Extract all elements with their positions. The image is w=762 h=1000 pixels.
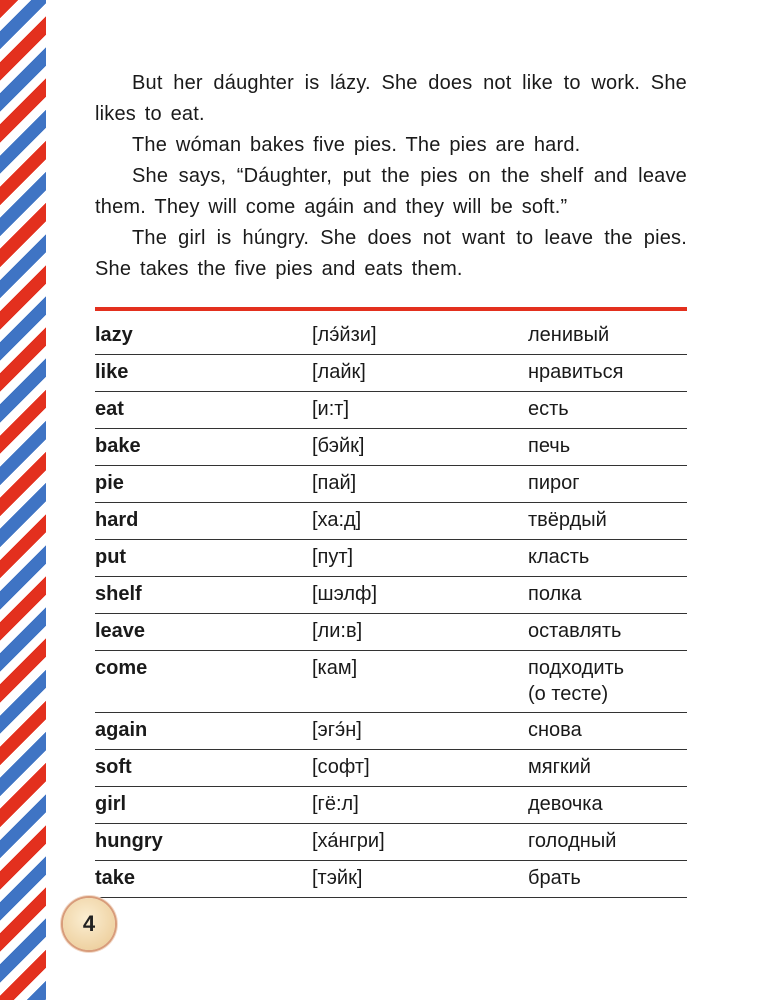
vocab-row bbox=[95, 318, 687, 355]
vocab-row bbox=[95, 750, 687, 787]
vocab-row bbox=[95, 614, 687, 651]
vocab-word: take bbox=[95, 867, 136, 889]
vocab-meaning: твёрдый bbox=[528, 509, 607, 531]
vocab-word: hard bbox=[95, 509, 139, 531]
vocab-row bbox=[95, 577, 687, 614]
vocab-transcription: [гё:л] bbox=[312, 793, 359, 815]
vocab-row bbox=[95, 466, 687, 503]
vocab-transcription: [эгэ́н] bbox=[312, 719, 362, 741]
vocab-transcription: [ха́нгри] bbox=[312, 830, 385, 852]
vocabulary-table bbox=[95, 318, 687, 898]
story-paragraph: The girl is húngry. She does not want to leave the pies. She takes the five pies and eats them. bbox=[95, 227, 687, 280]
vocab-transcription: [и:т] bbox=[312, 398, 350, 420]
vocab-meaning: класть bbox=[528, 546, 590, 568]
story-paragraph: But her dáughter is lázy. She does not like to work. She likes to eat. bbox=[95, 72, 687, 125]
vocab-meaning: голодный bbox=[528, 830, 617, 852]
vocab-meaning: нравиться bbox=[528, 361, 624, 383]
vocab-transcription: [пут] bbox=[312, 546, 354, 568]
vocab-word: pie bbox=[95, 472, 124, 494]
vocab-meaning: оставлять bbox=[528, 620, 622, 642]
vocab-transcription: [лайк] bbox=[312, 361, 366, 383]
vocab-transcription: [пай] bbox=[312, 472, 357, 494]
vocab-meaning: есть bbox=[528, 398, 569, 420]
vocab-word: come bbox=[95, 657, 148, 679]
vocab-meaning: полка bbox=[528, 583, 582, 605]
vocab-meaning: ленивый bbox=[528, 324, 610, 346]
vocab-transcription: [тэйк] bbox=[312, 867, 363, 889]
vocab-row bbox=[95, 824, 687, 861]
vocab-meaning: снова bbox=[528, 719, 582, 741]
vocab-meaning: брать bbox=[528, 867, 581, 889]
vocab-word: girl bbox=[95, 793, 127, 815]
vocab-meaning-group bbox=[528, 655, 687, 707]
vocab-row bbox=[95, 787, 687, 824]
vocab-meaning: мягкий bbox=[528, 756, 591, 778]
vocab-row bbox=[95, 392, 687, 429]
vocab-word: hungry bbox=[95, 830, 163, 852]
vocab-meaning: подходить bbox=[528, 657, 625, 679]
decorative-stripe-border bbox=[0, 0, 46, 1000]
vocab-transcription: [ли:в] bbox=[312, 620, 363, 642]
page-number-badge bbox=[63, 898, 115, 950]
story-text bbox=[95, 68, 687, 285]
vocab-meaning: пирог bbox=[528, 472, 580, 494]
vocab-transcription: [софт] bbox=[312, 756, 370, 778]
vocab-word: lazy bbox=[95, 324, 133, 346]
vocab-meaning-note: (о тесте) bbox=[528, 683, 609, 705]
vocab-row bbox=[95, 861, 687, 898]
vocab-row bbox=[95, 713, 687, 750]
vocab-word: shelf bbox=[95, 583, 142, 605]
vocab-row bbox=[95, 540, 687, 577]
vocab-row bbox=[95, 355, 687, 392]
vocab-transcription: [ха:д] bbox=[312, 509, 362, 531]
vocab-word: like bbox=[95, 361, 129, 383]
story-paragraph: The wóman bakes five pies. The pies are hard. bbox=[132, 134, 581, 156]
vocab-word: bake bbox=[95, 435, 141, 457]
vocab-transcription: [лэ́йзи] bbox=[312, 324, 377, 346]
vocab-meaning: девочка bbox=[528, 793, 603, 815]
page-number: 4 bbox=[82, 911, 96, 936]
vocab-word: eat bbox=[95, 398, 124, 420]
vocab-row bbox=[95, 503, 687, 540]
vocab-word: again bbox=[95, 719, 148, 741]
story-paragraph: She says, “Dáughter, put the pies on the shelf and leave them. They will come agáin and they will be soft.” bbox=[95, 165, 687, 218]
vocab-row bbox=[95, 429, 687, 466]
vocab-transcription: [кам] bbox=[312, 657, 358, 679]
vocab-word: leave bbox=[95, 620, 146, 642]
vocab-row bbox=[95, 651, 687, 713]
section-divider bbox=[95, 307, 687, 311]
vocab-word: soft bbox=[95, 756, 132, 778]
vocab-meaning: печь bbox=[528, 435, 571, 457]
vocab-word: put bbox=[95, 546, 127, 568]
vocab-transcription: [бэйк] bbox=[312, 435, 365, 457]
vocab-transcription: [шэлф] bbox=[312, 583, 378, 605]
